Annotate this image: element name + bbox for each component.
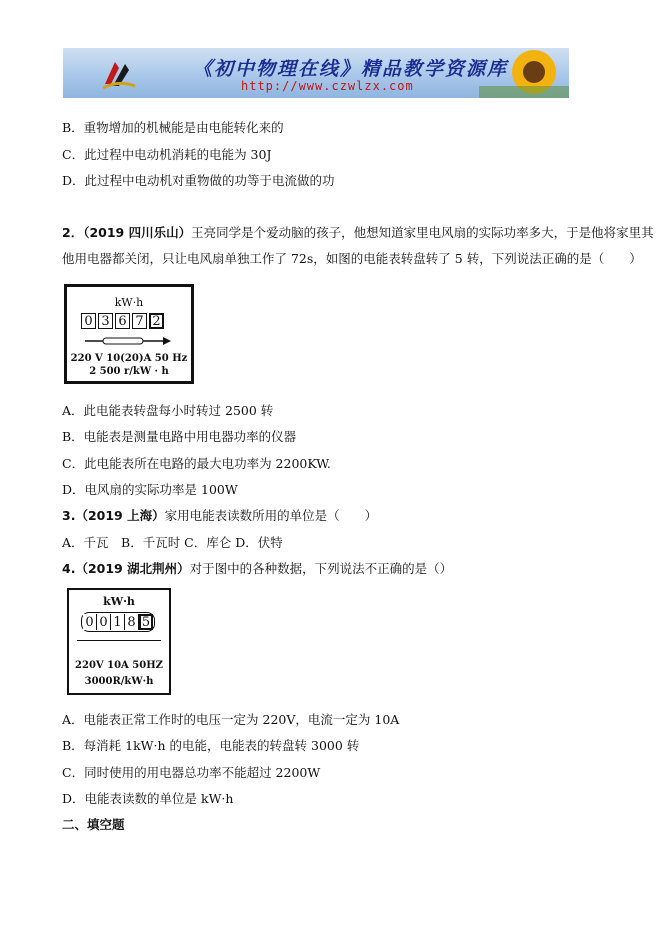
q4-option-a: A．电能表正常工作时的电压一定为 220V，电流一定为 10A	[62, 712, 400, 727]
q4-source: （2019 湖北荆州）	[75, 561, 190, 576]
meter-spec-2: 2 500 r/kW · h	[89, 366, 169, 377]
meter-spec-1: 220 V 10(20)A 50 Hz	[70, 353, 188, 364]
q4-text: 对于图中的各种数据，下列说法不正确的是（）	[189, 561, 453, 576]
q3-source: （2019 上海）	[75, 508, 165, 523]
meter-digit: 8	[125, 614, 139, 630]
q3-number: 3.	[62, 508, 76, 523]
meter-digit: 0	[81, 313, 96, 329]
q4-stem	[62, 561, 452, 577]
banner-url[interactable]: http://www.czwlzx.com	[241, 79, 414, 93]
q3-stem	[62, 508, 377, 524]
q4-number: 4.	[62, 561, 76, 576]
q2-option-a: A．此电能表转盘每小时转过 2500 转	[62, 403, 274, 418]
q1-option-b: B．重物增加的机械能是由电能转化来的	[62, 120, 284, 135]
logo-icon	[99, 54, 139, 94]
meter-digit: 6	[115, 313, 130, 329]
meter-digits	[81, 313, 166, 329]
meter-digit: 0	[97, 614, 111, 630]
q2-meter-figure	[64, 284, 194, 384]
q2-text-1: 王亮同学是个爱动脑的孩子，他想知道家里电风扇的实际功率多大，于是他将家里其	[191, 225, 654, 240]
sunflower-icon	[479, 48, 569, 98]
q3-options: A．千瓦 B．千瓦时 C．库仑 D．伏特	[62, 535, 283, 550]
meter-spec-2: 3000R/kW·h	[84, 676, 154, 687]
section-heading: 二、填空题	[62, 817, 125, 832]
meter-unit-label: kW·h	[103, 595, 135, 608]
meter-digit: 3	[98, 313, 113, 329]
meter-digit: 7	[132, 313, 147, 329]
q4-meter-figure	[67, 588, 171, 695]
q2-source: （2019 四川乐山）	[83, 225, 192, 240]
meter-digit: 5	[139, 614, 153, 630]
meter-unit-label: kW·h	[114, 296, 144, 309]
q2-option-c: C．此电能表所在电路的最大电功率为 2200KW.	[62, 456, 331, 471]
q2-stem-line2: 他用电器都关闭，只让电风扇单独工作了 72s，如图的电能表转盘转了 5 转，下列说法正确的是（ ）	[62, 251, 642, 266]
q4-option-d: D．电能表读数的单位是 kW·h	[62, 791, 234, 806]
q1-option-d: D．此过程中电动机对重物做的功等于电流做的功	[62, 173, 335, 188]
meter-spec-1: 220V 10A 50HZ	[75, 660, 163, 671]
meter-divider	[77, 640, 161, 641]
meter-digit: 0	[83, 614, 97, 630]
q2-option-b: B．电能表是测量电路中用电器功率的仪器	[62, 429, 297, 444]
q4-option-b: B．每消耗 1kW·h 的电能，电能表的转盘转 3000 转	[62, 738, 360, 753]
meter-digit: 1	[111, 614, 125, 630]
rotor-arrow-icon	[85, 335, 175, 347]
meter-digits	[81, 612, 155, 632]
q1-option-c: C．此过程中电动机消耗的电能为 30J	[62, 147, 272, 162]
q2-number: 2．	[62, 225, 84, 240]
q2-option-d: D．电风扇的实际功率是 100W	[62, 482, 238, 497]
header-banner	[63, 48, 569, 98]
q3-text: 家用电能表读数所用的单位是（ ）	[164, 508, 378, 523]
meter-digit: 2	[149, 313, 164, 329]
banner-title: 《初中物理在线》精品教学资源库	[193, 58, 509, 80]
q2-stem-line1	[62, 225, 654, 241]
q4-option-c: C．同时使用的用电器总功率不能超过 2200W	[62, 765, 321, 780]
